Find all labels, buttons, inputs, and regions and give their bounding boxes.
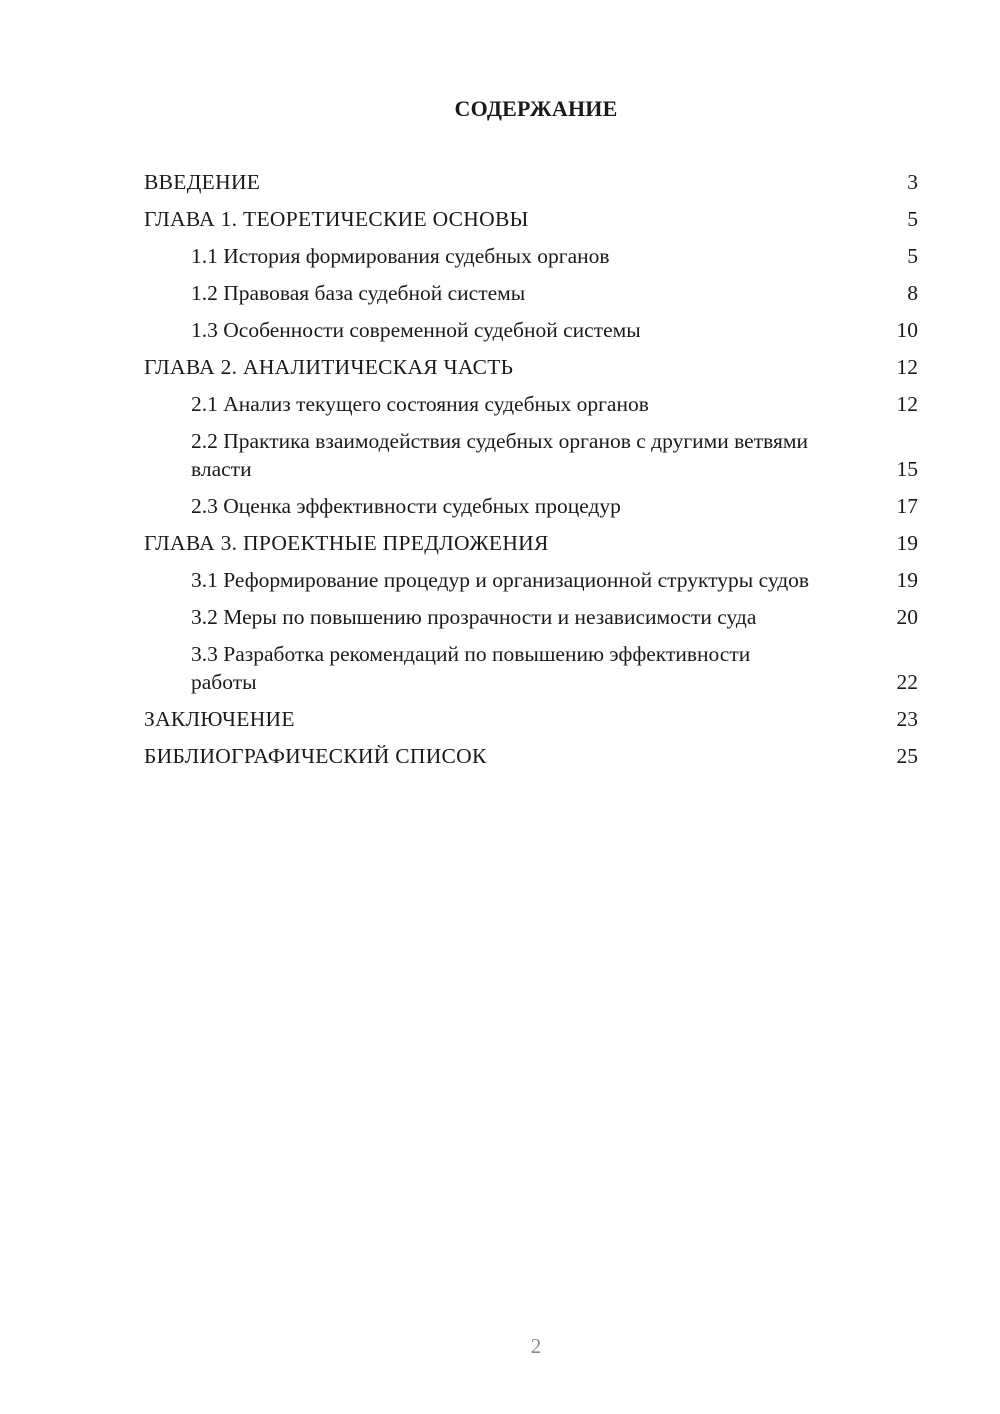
toc-entry-conclusion[interactable] (144, 705, 918, 733)
toc-entry-page: 5 (907, 207, 918, 231)
toc-entry-chapter-1[interactable] (144, 205, 918, 233)
toc-entry-page: 17 (896, 494, 918, 518)
toc-entry-title: 1.2 Правовая база судебной системы (191, 281, 526, 305)
toc-entry-page: 15 (896, 457, 918, 481)
toc-entry-section-1-1[interactable] (144, 242, 918, 270)
toc-entry-title: ГЛАВА 1. ТЕОРЕТИЧЕСКИЕ ОСНОВЫ (144, 207, 529, 231)
toc-entry-section-1-2[interactable] (144, 279, 918, 307)
table-of-contents (144, 168, 918, 779)
toc-entry-page: 22 (896, 670, 918, 694)
toc-entry-title: ЗАКЛЮЧЕНИЕ (144, 707, 295, 731)
toc-entry-section-1-3[interactable] (144, 316, 918, 344)
toc-entry-section-3-1[interactable] (144, 566, 918, 594)
toc-entry-page: 20 (896, 605, 918, 629)
page-number: 2 (530, 1334, 542, 1358)
toc-entry-section-3-3[interactable] (144, 640, 918, 696)
toc-entry-title: 2.3 Оценка эффективности судебных процедур (191, 494, 621, 518)
toc-entry-title: ГЛАВА 2. АНАЛИТИЧЕСКАЯ ЧАСТЬ (144, 355, 514, 379)
toc-entry-title: 1.3 Особенности современной судебной системы (191, 318, 641, 342)
toc-entry-title: 1.1 История формирования судебных органов (191, 244, 610, 268)
toc-entry-title: 2.2 Практика взаимодействия судебных органов с другими ветвями власти (191, 429, 808, 481)
toc-entry-chapter-2[interactable] (144, 353, 918, 381)
toc-entry-page: 19 (896, 568, 918, 592)
toc-entry-introduction[interactable] (144, 168, 918, 196)
toc-entry-title: 3.2 Меры по повышению прозрачности и независимости суда (191, 605, 757, 629)
toc-entry-page: 23 (896, 707, 918, 731)
toc-entry-page: 12 (896, 392, 918, 416)
toc-entry-page: 5 (907, 244, 918, 268)
toc-entry-title: ГЛАВА 3. ПРОЕКТНЫЕ ПРЕДЛОЖЕНИЯ (144, 531, 549, 555)
page-title: СОДЕРЖАНИЕ (454, 96, 618, 121)
toc-entry-section-2-2[interactable] (144, 427, 918, 483)
toc-entry-page: 12 (896, 355, 918, 379)
toc-entry-page: 8 (907, 281, 918, 305)
toc-entry-section-3-2[interactable] (144, 603, 918, 631)
toc-entry-title: ВВЕДЕНИЕ (144, 170, 261, 194)
toc-entry-title: 2.1 Анализ текущего состояния судебных органов (191, 392, 649, 416)
toc-entry-title: 3.1 Реформирование процедур и организационной структуры судов (191, 568, 810, 592)
toc-entry-section-2-1[interactable] (144, 390, 918, 418)
toc-entry-page: 19 (896, 531, 918, 555)
toc-entry-page: 25 (896, 744, 918, 768)
toc-entry-title: БИБЛИОГРАФИЧЕСКИЙ СПИСОК (144, 744, 487, 768)
toc-entry-page: 3 (907, 170, 918, 194)
toc-entry-section-2-3[interactable] (144, 492, 918, 520)
toc-entry-bibliography[interactable] (144, 742, 918, 770)
toc-entry-chapter-3[interactable] (144, 529, 918, 557)
toc-entry-title: 3.3 Разработка рекомендаций по повышению эффективности работы (191, 642, 751, 694)
toc-entry-page: 10 (896, 318, 918, 342)
